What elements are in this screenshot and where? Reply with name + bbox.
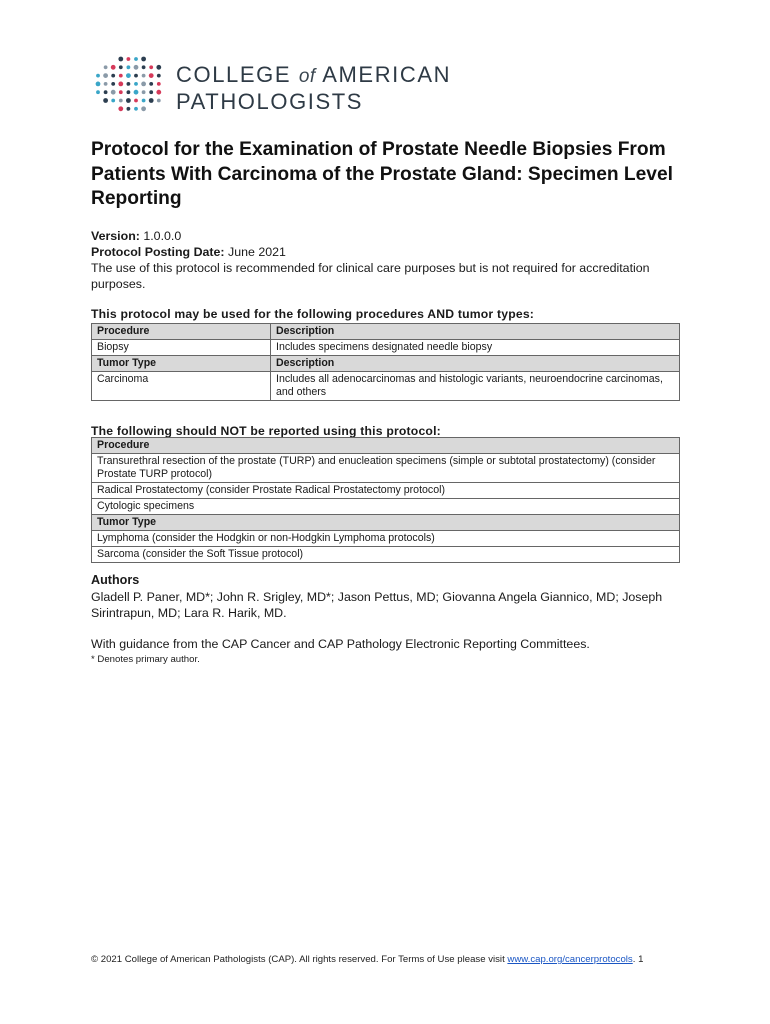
guidance-note: With guidance from the CAP Cancer and CAP Pathology Electronic Reporting Committees. [91,637,590,651]
logo-dot [119,74,123,78]
not-applicable-heading: The following should NOT be reported using this protocol: [91,424,441,438]
primary-author-footnote: * Denotes primary author. [91,654,200,665]
logo-dot [111,82,115,86]
logo-dot [157,99,161,103]
version-label: Version: [91,229,140,243]
logo-dot [141,106,146,111]
logo-line-1: COLLEGE of AMERICAN [176,62,452,87]
table-row [92,483,680,499]
cap-logo [94,54,494,116]
logo-dot [127,90,131,94]
logo-dot [134,57,138,61]
cancer-protocols-link[interactable]: www.cap.org/cancerprotocols [507,954,633,965]
logo-dot [149,98,154,103]
logo-dot [119,90,123,94]
logo-dot [156,65,161,70]
document-title: Protocol for the Examination of Prostate Needle Biopsies From Patients With Carcinoma of the Prostate Gland: Specimen Level Reporting [91,139,673,209]
posting-date-line [91,244,691,260]
logo-dot [118,106,123,111]
table-cell: Cytologic specimens [92,499,680,515]
logo-dot [96,82,101,87]
table-header-row [92,356,680,372]
table-cell: Lymphoma (consider the Hodgkin or non-Hodgkin Lymphoma protocols) [92,531,680,547]
logo-dot [104,90,108,94]
logo-dot [111,99,115,103]
logo-dot [149,90,153,94]
logo-dot [141,82,146,87]
authors-heading: Authors [91,573,140,587]
logo-dot [134,107,138,111]
logo-line-2: PATHOLOGISTS [176,89,364,114]
applicable-table [91,323,680,401]
table-cell: Biopsy [92,340,271,356]
table-cell: Radical Prostatectomy (consider Prostate Radical Prostatectomy protocol) [92,483,680,499]
table-header-row [92,515,680,531]
logo-dot [134,65,139,70]
logo-dot [126,73,131,78]
footer-separator: . [632,954,636,965]
logo-dot [157,74,161,78]
logo-dot [96,74,100,78]
logo-dot [127,82,131,86]
table-cell: Sarcoma (consider the Soft Tissue protocol) [92,547,680,563]
logo-dot [127,57,131,61]
logo-dot [103,98,108,103]
usage-note: The use of this protocol is recommended for clinical care purposes but is not required for accreditation purposes. [91,261,650,291]
table-cell: Procedure [92,324,271,340]
logo-dot [111,90,116,95]
logo-dot [134,90,139,95]
logo-dot [142,99,146,103]
logo-dot [103,73,108,78]
logo-dot [134,82,138,86]
cap-dot-grid-icon [94,54,164,116]
table-cell: Carcinoma [92,372,271,401]
table-row [92,531,680,547]
logo-dot [134,74,138,78]
table-cell: Transurethral resection of the prostate (TURP) and enucleation specimens (simple or subtotal prostatectomy) (consider Prostate TURP protocol) [92,454,680,483]
table-row [92,340,680,356]
logo-dot [157,82,161,86]
table-row [92,547,680,563]
logo-dot [118,82,123,87]
table-row [92,372,680,401]
authors-list: Gladell P. Paner, MD*; John R. Srigley, MD*; Jason Pettus, MD; Giovanna Angela Giannico, MD; Joseph Sirintrapun, MD; Lara R. Harik, MD. [91,590,663,620]
logo-dot [118,57,123,62]
table-cell: Description [271,324,680,340]
logo-dot [104,65,108,69]
logo-wordmark [176,62,451,114]
version-line [91,228,691,244]
logo-dot [156,90,161,95]
applicable-heading: This protocol may be used for the following procedures AND tumor types: [91,307,535,321]
table-cell: Description [271,356,680,372]
table-header-row [92,438,680,454]
table-cell: Tumor Type [92,356,271,372]
page-footer [91,954,691,965]
logo-dot [141,57,146,62]
posting-date-value: June 2021 [228,245,286,259]
document-meta [91,228,691,292]
table-cell: Tumor Type [92,515,680,531]
table-row [92,499,680,515]
logo-dot [119,65,123,69]
page-number: 1 [638,954,644,965]
logo-dot [142,90,146,94]
table-row [92,454,680,483]
logo-dot [149,65,153,69]
logo-dot [127,65,131,69]
copyright-text: © 2021 College of American Pathologists (CAP). All rights reserved. For Terms of Use please visit [91,954,505,965]
logo-dot [96,90,100,94]
logo-dot [111,65,116,70]
posting-date-label: Protocol Posting Date: [91,245,225,259]
logo-dot [149,73,154,78]
logo-dot [104,82,108,86]
logo-dot [127,107,131,111]
table-cell: Includes specimens designated needle biopsy [271,340,680,356]
not-applicable-table [91,437,680,563]
table-header-row [92,324,680,340]
logo-dot [142,65,146,69]
logo-dot [149,82,153,86]
table-cell: Includes all adenocarcinomas and histologic variants, neuroendocrine carcinomas, and others [271,372,680,401]
version-value: 1.0.0.0 [143,229,182,243]
logo-dot [126,98,131,103]
logo-dot [111,74,115,78]
logo-dot [142,74,146,78]
logo-dot [134,99,138,103]
logo-dot [119,99,123,103]
table-cell: Procedure [92,438,680,454]
